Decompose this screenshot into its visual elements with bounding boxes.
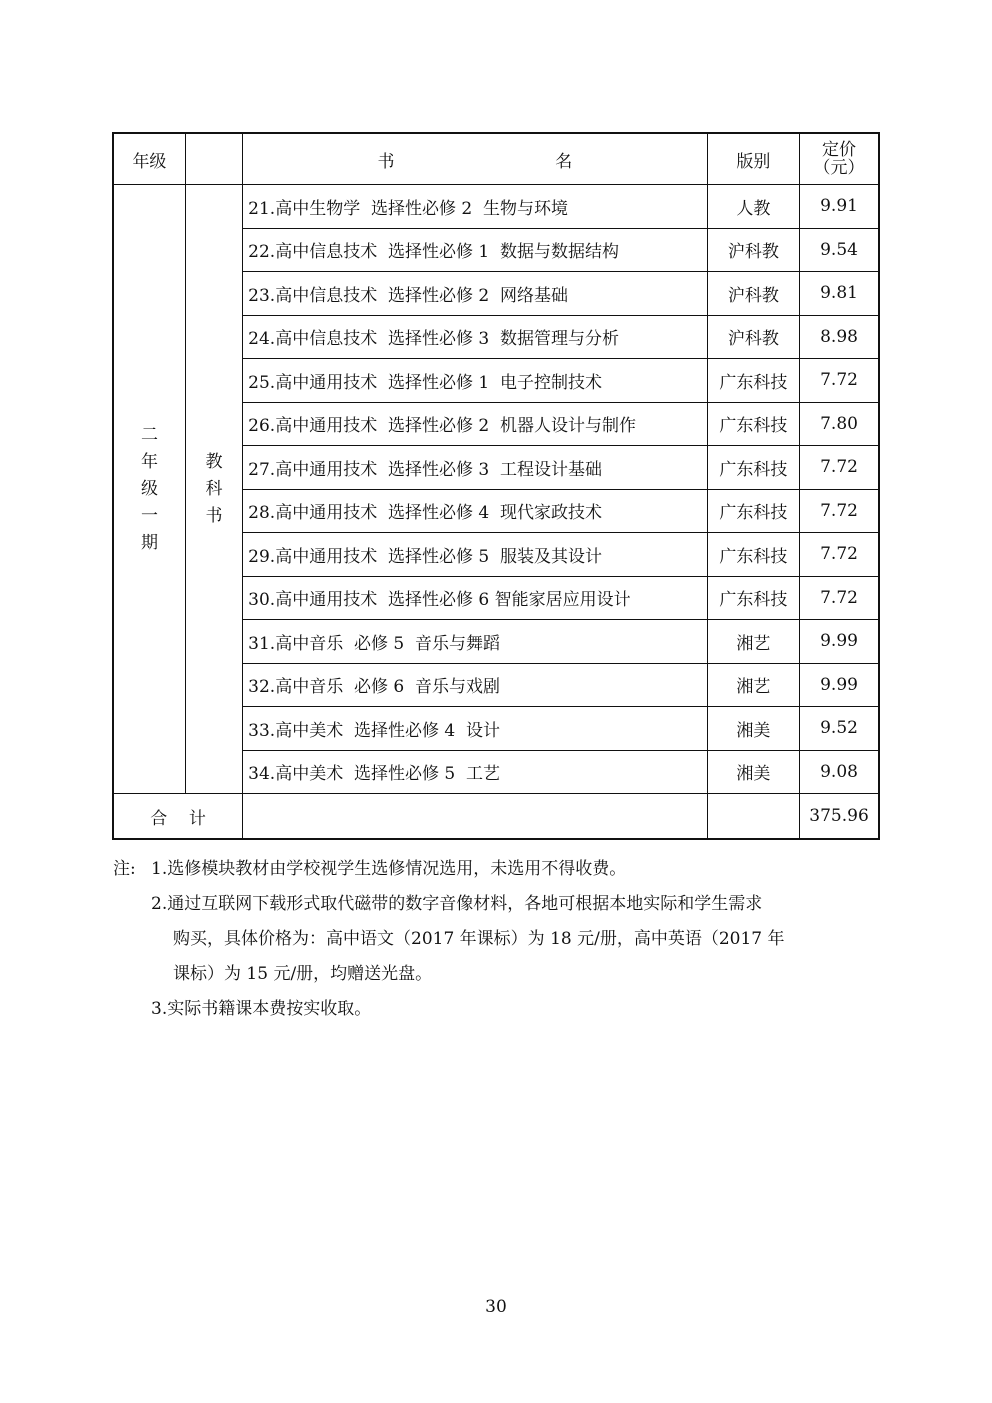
price: 9.52 bbox=[800, 707, 879, 751]
publisher: 沪科教 bbox=[707, 315, 799, 359]
header-grade: 年级 bbox=[113, 133, 185, 185]
type-char: 教 bbox=[205, 451, 223, 472]
price: 9.81 bbox=[800, 272, 879, 316]
publisher: 沪科教 bbox=[707, 228, 799, 272]
price: 7.72 bbox=[800, 576, 879, 620]
book-name: 23.高中信息技术 选择性必修 2 网络基础 bbox=[243, 272, 707, 316]
book-name: 33.高中美术 选择性必修 4 设计 bbox=[243, 707, 707, 751]
price: 9.99 bbox=[800, 663, 879, 707]
header-price bbox=[800, 133, 879, 185]
header-price-line1: 定价 bbox=[822, 140, 857, 160]
publisher: 湘艺 bbox=[707, 663, 799, 707]
type-cell bbox=[185, 185, 242, 794]
book-name: 31.高中音乐 必修 5 音乐与舞蹈 bbox=[243, 620, 707, 664]
book-name: 32.高中音乐 必修 6 音乐与戏剧 bbox=[243, 663, 707, 707]
note-1 bbox=[113, 852, 883, 887]
book-name: 22.高中信息技术 选择性必修 1 数据与数据结构 bbox=[243, 228, 707, 272]
header-price-line2: （元） bbox=[813, 158, 865, 178]
price: 9.91 bbox=[800, 185, 879, 229]
price: 9.54 bbox=[800, 228, 879, 272]
book-name: 29.高中通用技术 选择性必修 5 服装及其设计 bbox=[243, 533, 707, 577]
total-empty-cell bbox=[707, 794, 799, 840]
total-row bbox=[113, 794, 879, 840]
page-number: 30 bbox=[485, 1297, 507, 1317]
type-char: 书 bbox=[205, 505, 223, 526]
total-label: 合 计 bbox=[113, 794, 243, 840]
book-name: 28.高中通用技术 选择性必修 4 现代家政技术 bbox=[243, 489, 707, 533]
publisher: 广东科技 bbox=[707, 402, 799, 446]
publisher: 广东科技 bbox=[707, 489, 799, 533]
grade-char: 年 bbox=[140, 451, 158, 472]
notes-prefix: 注: bbox=[113, 859, 136, 879]
price: 7.72 bbox=[800, 446, 879, 490]
publisher: 人教 bbox=[707, 185, 799, 229]
book-name: 25.高中通用技术 选择性必修 1 电子控制技术 bbox=[243, 359, 707, 403]
book-name: 21.高中生物学 选择性必修 2 生物与环境 bbox=[243, 185, 707, 229]
table-row bbox=[113, 185, 879, 229]
note-2-line-2: 购买，具体价格为：高中语文（2017 年课标）为 18 元/册，高中英语（2017 年 bbox=[173, 929, 785, 949]
textbook-price-table bbox=[112, 132, 880, 840]
book-name: 27.高中通用技术 选择性必修 3 工程设计基础 bbox=[243, 446, 707, 490]
price: 9.08 bbox=[800, 750, 879, 794]
header-type bbox=[185, 133, 242, 185]
note-1-text: 1.选修模块教材由学校视学生选修情况选用，未选用不得收费。 bbox=[151, 859, 627, 879]
grade-char: 二 bbox=[140, 424, 158, 445]
header-book-name-right: 名 bbox=[555, 151, 573, 172]
publisher: 湘美 bbox=[707, 750, 799, 794]
note-2-line-1: 2.通过互联网下载形式取代磁带的数字音像材料，各地可根据本地实际和学生需求 bbox=[151, 894, 763, 914]
grade-char: 一 bbox=[140, 505, 158, 526]
price: 7.72 bbox=[800, 489, 879, 533]
publisher: 沪科教 bbox=[707, 272, 799, 316]
header-book-name bbox=[243, 133, 707, 185]
book-name: 24.高中信息技术 选择性必修 3 数据管理与分析 bbox=[243, 315, 707, 359]
header-book-name-left: 书 bbox=[377, 151, 395, 172]
price: 7.72 bbox=[800, 359, 879, 403]
price: 7.80 bbox=[800, 402, 879, 446]
type-char: 科 bbox=[205, 478, 223, 499]
grade-char: 级 bbox=[140, 478, 158, 499]
publisher: 湘美 bbox=[707, 707, 799, 751]
book-name: 30.高中通用技术 选择性必修 6 智能家居应用设计 bbox=[243, 576, 707, 620]
publisher: 广东科技 bbox=[707, 359, 799, 403]
publisher: 广东科技 bbox=[707, 576, 799, 620]
grade-char: 期 bbox=[140, 532, 158, 553]
publisher: 广东科技 bbox=[707, 446, 799, 490]
publisher: 湘艺 bbox=[707, 620, 799, 664]
total-empty-cell bbox=[243, 794, 707, 840]
header-publisher: 版别 bbox=[707, 133, 799, 185]
price: 7.72 bbox=[800, 533, 879, 577]
book-name: 34.高中美术 选择性必修 5 工艺 bbox=[243, 750, 707, 794]
note-2-line-3: 课标）为 15 元/册，均赠送光盘。 bbox=[173, 964, 433, 984]
total-value: 375.96 bbox=[800, 794, 879, 840]
grade-cell bbox=[113, 185, 185, 794]
table-header-row bbox=[113, 133, 879, 185]
notes bbox=[113, 852, 883, 1027]
publisher: 广东科技 bbox=[707, 533, 799, 577]
note-3: 3.实际书籍课本费按实收取。 bbox=[151, 999, 372, 1019]
book-name: 26.高中通用技术 选择性必修 2 机器人设计与制作 bbox=[243, 402, 707, 446]
price: 8.98 bbox=[800, 315, 879, 359]
price: 9.99 bbox=[800, 620, 879, 664]
